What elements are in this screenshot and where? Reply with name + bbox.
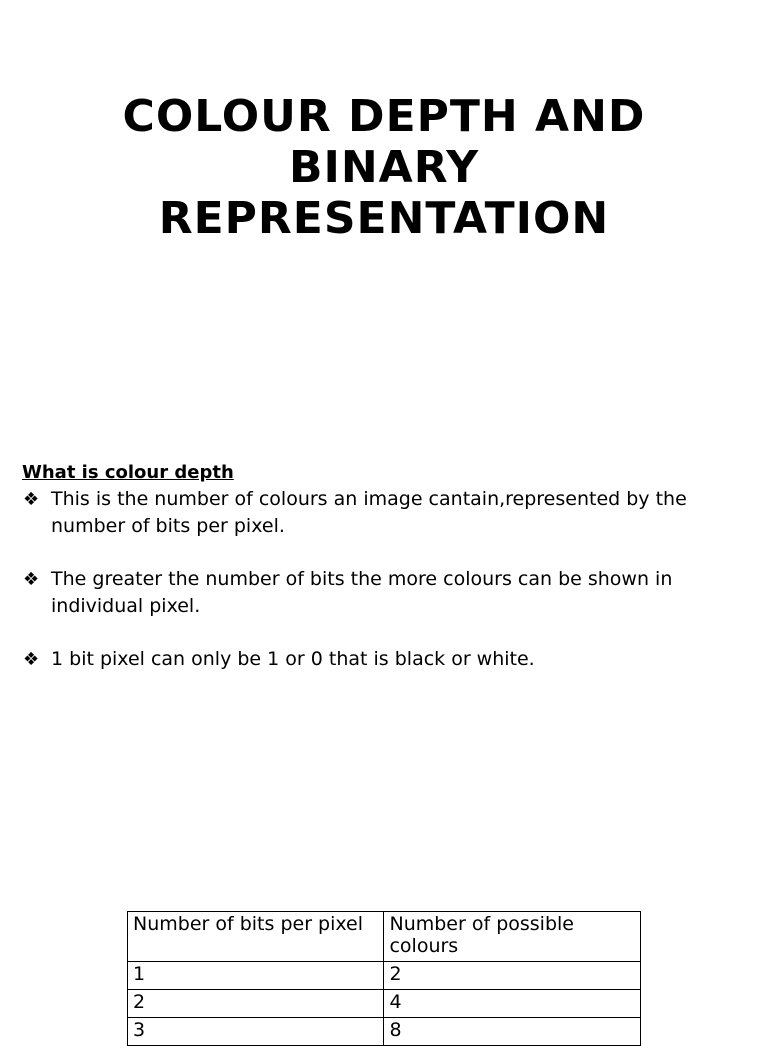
column-header-bits: Number of bits per pixel	[128, 912, 384, 962]
diamond-bullet-icon: ❖	[23, 489, 40, 510]
section-heading: What is colour depth	[22, 462, 234, 483]
title-line-3: REPRESENTATION	[158, 193, 610, 245]
colour-depth-table	[127, 911, 641, 1046]
table-row	[128, 962, 641, 990]
diamond-bullet-icon: ❖	[23, 569, 40, 590]
table-cell-bits: 3	[128, 1018, 384, 1046]
bullet-text: The greater the number of bits the more colours can be shown in individual pixel.	[51, 568, 673, 617]
table-cell-colours: 2	[384, 962, 641, 990]
table-cell-bits: 1	[128, 962, 384, 990]
table-row	[128, 990, 641, 1018]
bullet-item	[22, 566, 722, 620]
table-row	[128, 1018, 641, 1046]
diamond-bullet-icon: ❖	[23, 649, 40, 670]
bullet-item	[22, 486, 722, 540]
table-header-row	[128, 912, 641, 962]
table-cell-colours: 8	[384, 1018, 641, 1046]
bullet-text: 1 bit pixel can only be 1 or 0 that is black or white.	[51, 648, 535, 670]
bullet-text: This is the number of colours an image cantain,represented by the number of bits per pixel.	[51, 488, 687, 537]
page-title	[0, 91, 768, 244]
bullet-item	[22, 646, 722, 673]
table-cell-bits: 2	[128, 990, 384, 1018]
title-line-2: BINARY	[288, 142, 480, 194]
table-cell-colours: 4	[384, 990, 641, 1018]
column-header-colours: Number of possible colours	[384, 912, 641, 962]
title-line-1: COLOUR DEPTH AND	[122, 91, 646, 143]
colour-depth-section	[22, 459, 722, 699]
